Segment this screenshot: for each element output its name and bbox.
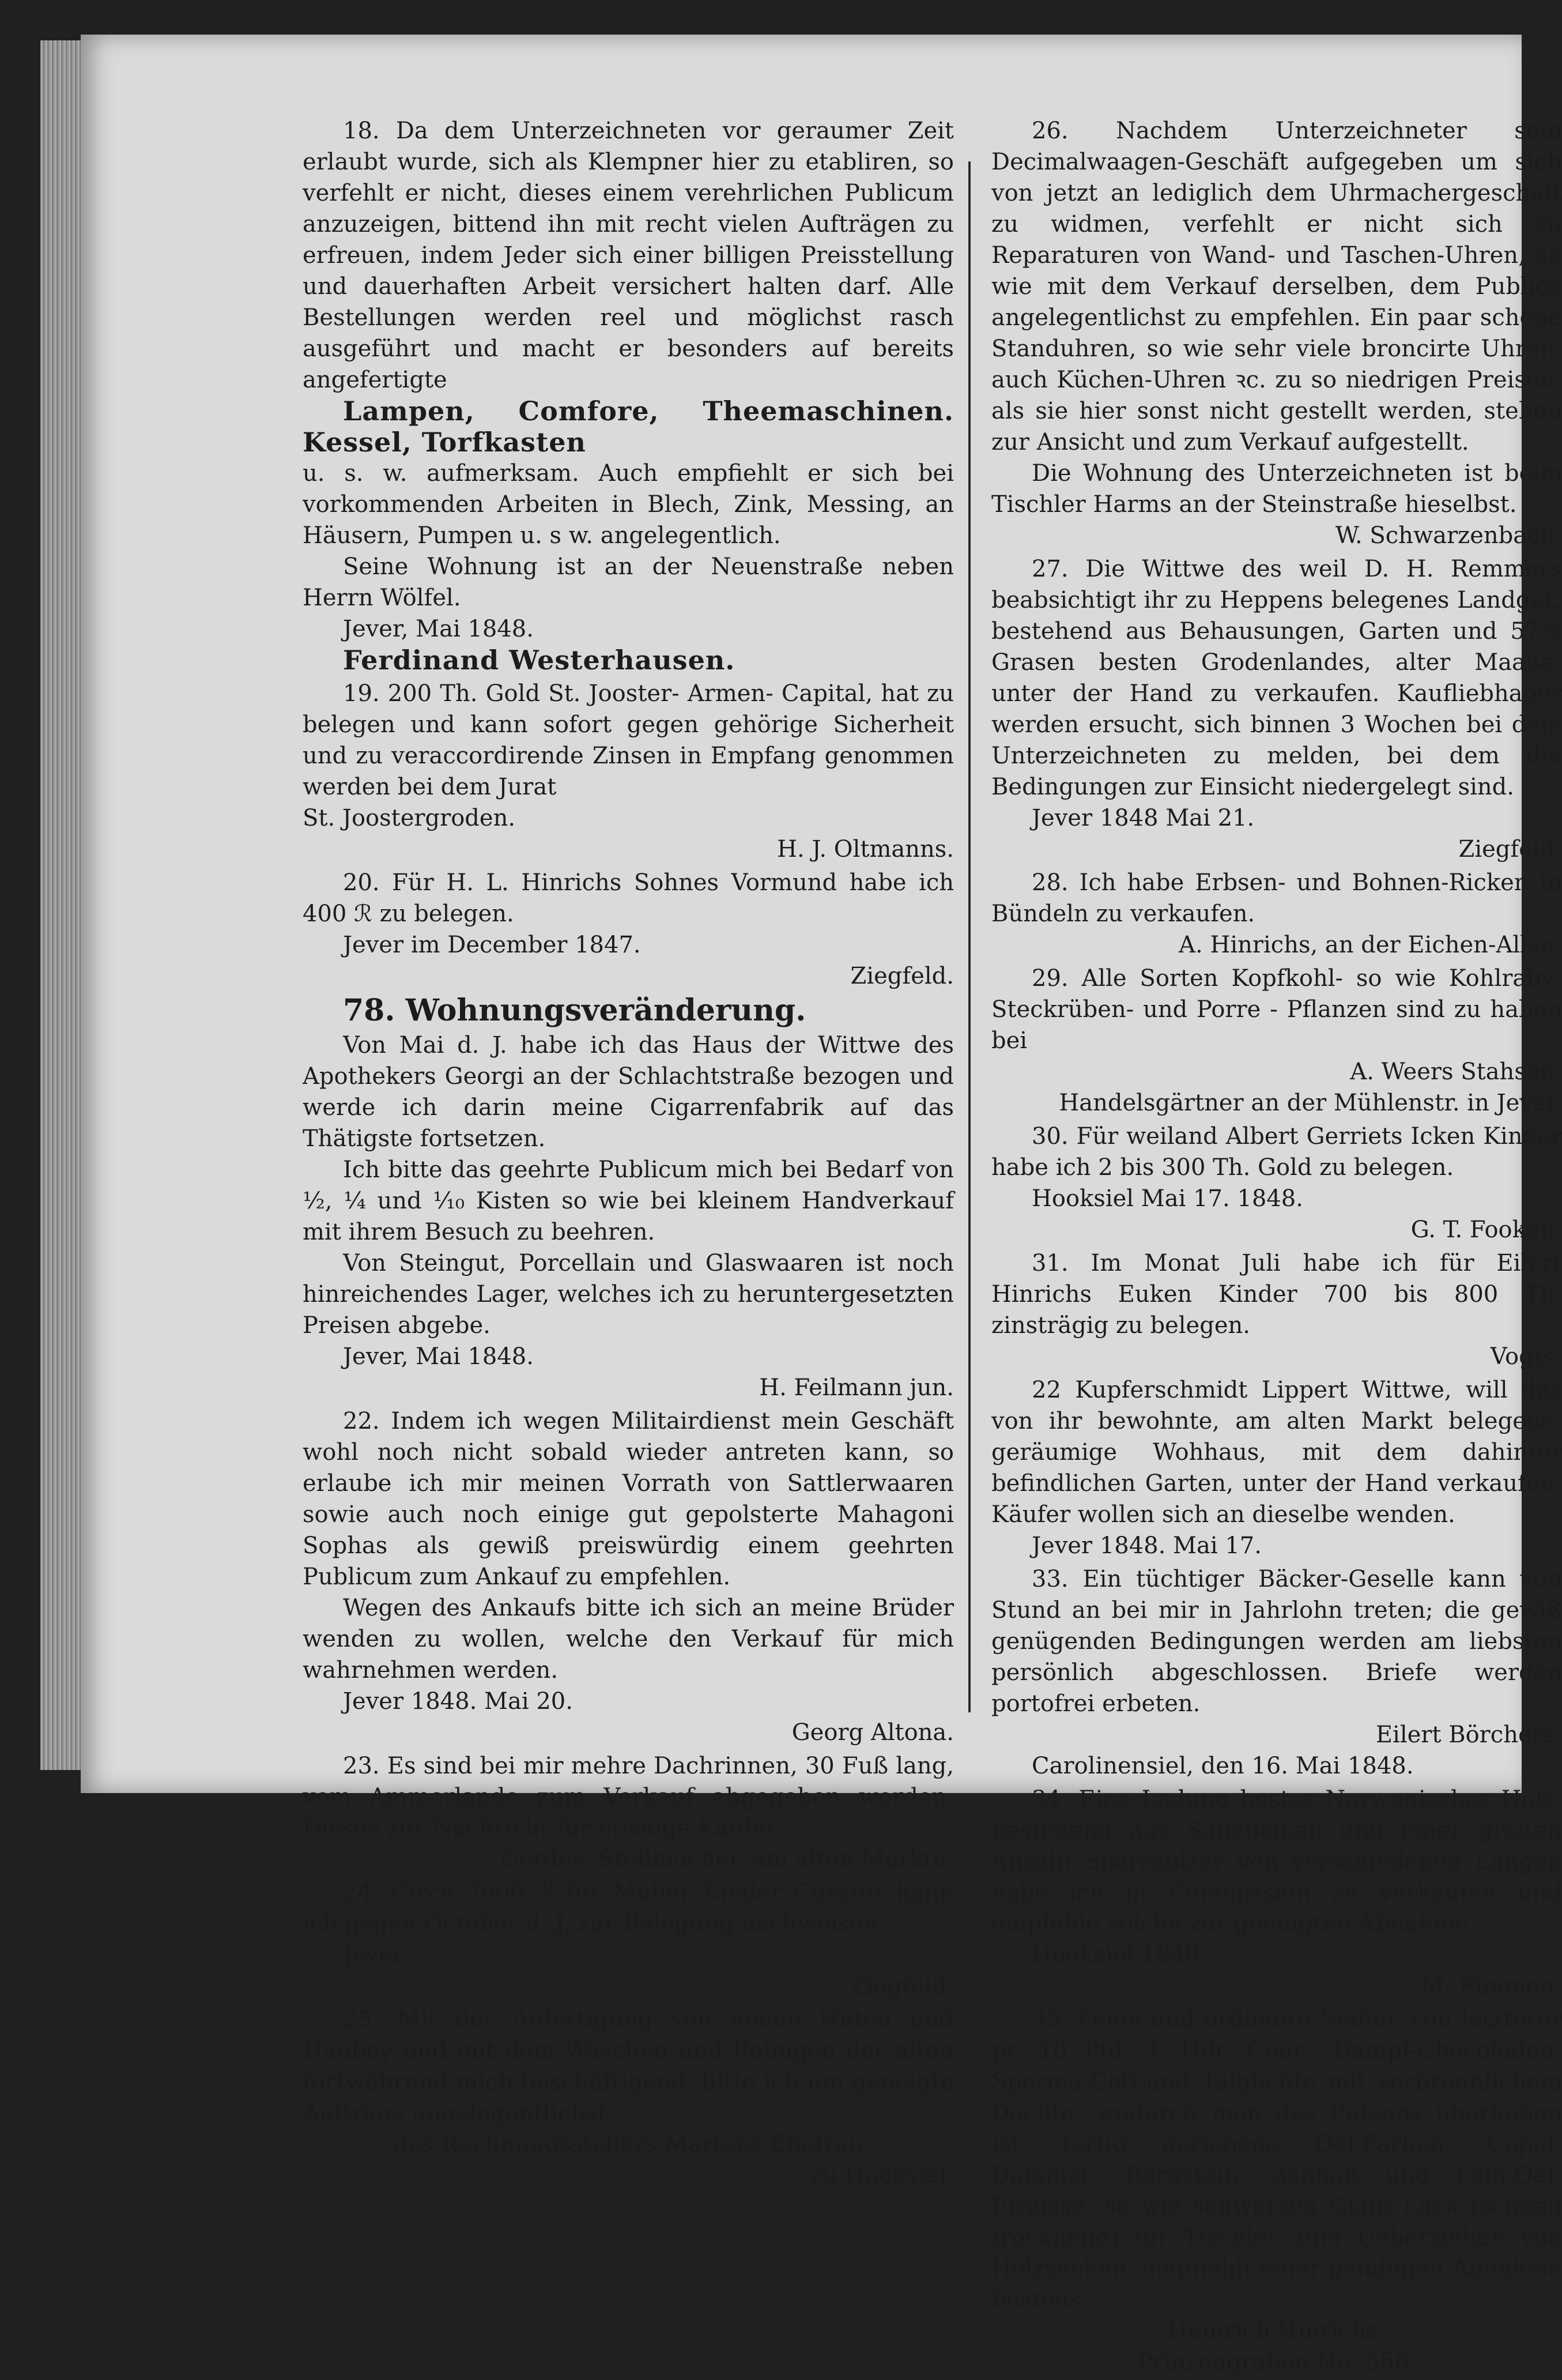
notice-23 xyxy=(303,1750,954,1875)
notice-27 xyxy=(991,553,1562,865)
notice-body: 24. Circa 7000 ℛ für Müller Kinder Curator kann ich gegen October d. J. zur Belegung nachweisen. xyxy=(303,1880,954,1937)
notice-signature: Ziegfeld. xyxy=(1458,836,1562,863)
notice-place-date: Hooksiel 1848. xyxy=(1032,1942,1208,1968)
notice-signature: Ziegfeld. xyxy=(850,963,954,989)
notice-body: 34. Eine Ladung bestes Norwegisches Holz, bestehend aus Sägebalken und einer großen Anzahl Sparrhölzer von verschiedenen Längen habe ich in Commission zu verkaufen und empfehle solche zur geneigten Abnahme. xyxy=(991,1786,1562,1937)
right-column xyxy=(991,115,1562,2380)
notice-body: 29. Alle Sorten Kopfkohl- so wie Kohlraby-Steckrüben- und Porre - Pflanzen sind zu haben bei xyxy=(991,965,1562,1054)
notice-body: 33. Ein tüchtiger Bäcker-Geselle kann von Stund an bei mir in Jahrlohn treten; die gewiß genügenden Bedingungen werden am liebsten persönlich abgeschlossen. Briefe werden portofrei erbeten. xyxy=(991,1566,1562,1717)
notice-body: Von Steingut, Porcellain und Glaswaaren ist noch hinreichendes Lager, welches ich zu heruntergesetzten Preisen abgebe. xyxy=(303,1250,954,1339)
notice-body: 18. Da dem Unterzeichneten vor geraumer Zeit erlaubt wurde, sich als Klempner hier zu etabliren, so verfehlt er nicht, dieses einem verehrlichen Publicum anzuzeigen, bittend ihn mit recht vielen Aufträgen zu erfreuen, indem Jeder sich einer billigen Preisstellung und dauerhaften Arbeit versichert halten darf. Alle Bestellungen werden reel und möglichst rasch ausgeführt und macht er besonders auf bereits angefertigte xyxy=(303,118,954,393)
notice-signature: des Rechnungsstellers Martens Ehefrau xyxy=(393,2131,863,2157)
notice-body: Von Mai d. J. habe ich das Haus der Wittwe des Apothekers Georgi an der Schlachtstraße bezogen und werde ich darin meine Cigarrenfabrik auf das Thätigste fortsetzen. xyxy=(303,1032,954,1152)
notice-19 xyxy=(303,678,954,865)
notice-body: Wegen des Ankaufs bitte ich sich an meine Brüder wenden zu wollen, welche den Verkauf für mich wahrnehmen werden. xyxy=(303,1595,954,1684)
notice-body: Die Wohnung des Unterzeichneten ist beim Tischler Harms an der Steinstraße hieselbst. xyxy=(991,460,1562,518)
notice-33 xyxy=(991,1564,1562,1782)
notice-place-date: Jever 1848. Mai 20. xyxy=(343,1688,573,1715)
notice-place-date: Jever 1848. Mai 17. xyxy=(1032,1532,1262,1559)
notice-signature: A. Hinrichs, an der Eichen-Allee. xyxy=(1179,932,1562,958)
notice-place-date: St. Joostergroden. xyxy=(303,805,516,831)
notice-signature: G. T. Fooken. xyxy=(1410,1217,1562,1243)
notice-26 xyxy=(991,115,1562,551)
notice-29 xyxy=(991,963,1562,1119)
notice-place-date: Jever im December 1847. xyxy=(343,932,641,958)
notice-signature-location: zu Hooksiel. xyxy=(810,2162,954,2189)
section-78 xyxy=(303,995,954,1403)
notice-place-date: Jever. xyxy=(343,1942,409,1968)
notice-signature: Eilert Börchers. xyxy=(1375,1722,1562,1748)
notice-signature: Gerdes, Stellmacher, am alten Markte. xyxy=(500,1846,954,1873)
notice-signature: Georg Altona. xyxy=(791,1719,954,1746)
notice-body: 27. Die Wittwe des weil D. H. Remmers beabsichtigt ihr zu Heppens belegenes Landgut, bestehend aus Behausungen, Garten und 57³⁄₅ Grasen besten Grodenlandes, alter Maaße, unter der Hand zu verkaufen. Kaufliebhaber werden ersucht, sich binnen 3 Wochen bei dem Unterzeichneten zu melden, bei dem die Bedingungen zur Einsicht niedergelegt sind. xyxy=(991,556,1562,800)
notice-body: 30. Für weiland Albert Gerriets Icken Kinder habe ich 2 bis 300 Th. Gold zu belegen. xyxy=(991,1123,1562,1181)
notice-34 xyxy=(991,1784,1562,2002)
section-heading: 78. Wohnungsveränderung. xyxy=(343,993,806,1028)
notice-body: Ich bitte das geehrte Publicum mich bei Bedarf von ½, ¼ und ¹⁄₁₀ Kisten so wie bei kleinem Handverkauf mit ihrem Besuch zu beehren. xyxy=(303,1157,954,1245)
notice-body: 25. Mit der Anfertigung von neuen Hüten und Haubey und mit dem Waschen und Reinigen der alten fortwährend mich beschäftigend, bitte ich um geneigte Aufträge angelegentlichst xyxy=(303,2006,954,2126)
notice-place-date: Jever, Mai 1848. xyxy=(343,616,534,642)
notice-body: 19. 200 Th. Gold St. Jooster- Armen- Capital, hat zu belegen und kann sofort gegen gehörige Sicherheit und zu veraccordirende Zinsen in Empfang genommen werden bei dem Jurat xyxy=(303,680,954,800)
notice-28 xyxy=(991,867,1562,961)
notice-20 xyxy=(303,867,954,992)
notice-35 xyxy=(991,2004,1562,2378)
notice-place-date: Jever 1848 Mai 21. xyxy=(1032,805,1255,831)
notice-signature: H. J. Oltmanns. xyxy=(777,836,954,863)
notice-signature: A. Weers Stahsen, xyxy=(1350,1059,1562,1085)
notice-body: 26. Nachdem Unterzeichneter sein Decimalwaagen-Geschäft aufgegeben um sich von jetzt an lediglich dem Uhrmachergeschäft zu widmen, verfehlt er nicht sich zu Reparaturen von Wand- und Taschen-Uhren, so wie mit dem Verkauf derselben, dem Publico angelegentlichst zu empfehlen. Ein paar schöne Standuhren, so wie sehr viele broncirte Uhren, auch Küchen-Uhren ꝛc. zu so niedrigen Preisen, als sie hier sonst nicht gestellt werden, stehen zur Ansicht und zum Verkauf aufgestellt. xyxy=(991,118,1562,455)
notice-signature-address: Prinzengraben No. 556. xyxy=(1137,2349,1417,2375)
notice-body: 20. Für H. L. Hinrichs Sohnes Vormund habe ich 400 ℛ zu belegen. xyxy=(303,869,954,927)
notice-body: Seine Wohnung ist an der Neuenstraße neben Herrn Wölfel. xyxy=(303,553,954,611)
left-column xyxy=(303,115,954,2193)
notice-signature: W. Schwarzenbach. xyxy=(1335,522,1562,549)
notice-signature: M. Fimmen. xyxy=(1421,1973,1562,1999)
notice-signature: H. Feilmann jun. xyxy=(759,1374,954,1401)
notice-place-date: Jever, Mai 1848. xyxy=(343,1343,534,1370)
notice-product-list: Lampen, Comfore, Theemaschinen. Kessel, Torfkasten xyxy=(303,396,954,458)
notice-body: 35. Feine und ordinaire Seifen, von letzterer pr. 10 Pfd. 1 Thlr. Cour., Dampf-Chocoladen, Sperma-Ceti-und Talglichte mit verbrennlichem Dochte, wodurch man des Putzens überhoben ist; fertig geriebene Oel-Farben, Copal- Dammar- Bernstein- Asphalt und Lein-Oel-Firnisse; so wie schwarzen Glanz-Lack (schnell trocknend) für Tischler zum Ueberziehen von Holzsachen, empfiehlt einer gefälligen Abnahme bestens. xyxy=(991,2006,1562,2313)
notice-body: 23. Es sind bei mir mehre Dachrinnen, 30 Fuß lang, vom Ammerlande zum Verkauf abgegeben worden. Dieses zur Nachricht für etwaige Käufer. xyxy=(303,1753,954,1842)
notice-signature-title: Handelsgärtner an der Mühlenstr. in Jever. xyxy=(1059,1090,1562,1116)
column-divider xyxy=(968,161,971,1712)
notice-signature: Vogts. xyxy=(1490,1343,1562,1370)
book-page-edges xyxy=(40,40,86,1770)
notice-body: 28. Ich habe Erbsen- und Bohnen-Ricken in Bündeln zu verkaufen. xyxy=(991,869,1562,927)
notice-signature: Ferdinand Westerhausen. xyxy=(343,645,735,676)
notice-body: 31. Im Monat Juli habe ich für Eilert Hinrichs Euken Kinder 700 bis 800 Th. zinsträgig zu belegen. xyxy=(991,1250,1562,1339)
notice-24 xyxy=(303,1877,954,2002)
notice-30 xyxy=(991,1121,1562,1245)
notice-body: 22 Kupferschmidt Lippert Wittwe, will das von ihr bewohnte, am alten Markt belegene, geräumige Wohhaus, mit dem dahinter befindlichen Garten, unter der Hand verkaufen. Käufer wollen sich an dieselbe wenden. xyxy=(991,1377,1562,1528)
notice-32 xyxy=(991,1374,1562,1561)
notice-18 xyxy=(303,115,954,676)
notice-place-date: Hooksiel Mai 17. 1848. xyxy=(1032,1185,1303,1212)
notice-signature: Heinrich Hinrichs, xyxy=(1168,2318,1386,2344)
notice-22 xyxy=(303,1406,954,1748)
notice-31 xyxy=(991,1248,1562,1372)
newspaper-page xyxy=(81,35,1562,2375)
notice-place-date: Carolinensiel, den 16. Mai 1848. xyxy=(1032,1753,1414,1779)
notice-body: u. s. w. aufmerksam. Auch empfiehlt er sich bei vorkommenden Arbeiten in Blech, Zink, Messing, an Häusern, Pumpen u. s w. angelegentlich. xyxy=(303,460,954,549)
notice-signature: Ziegfeld. xyxy=(850,1973,954,1999)
notice-25 xyxy=(303,2004,954,2191)
notice-body: 22. Indem ich wegen Militairdienst mein Geschäft wohl noch nicht sobald wieder antreten kann, so erlaube ich mir meinen Vorrath von Sattlerwaaren sowie auch noch einige gut gepolsterte Mahagoni Sophas als gewiß preiswürdig einem geehrten Publicum zum Ankauf zu empfehlen. xyxy=(303,1408,954,1590)
